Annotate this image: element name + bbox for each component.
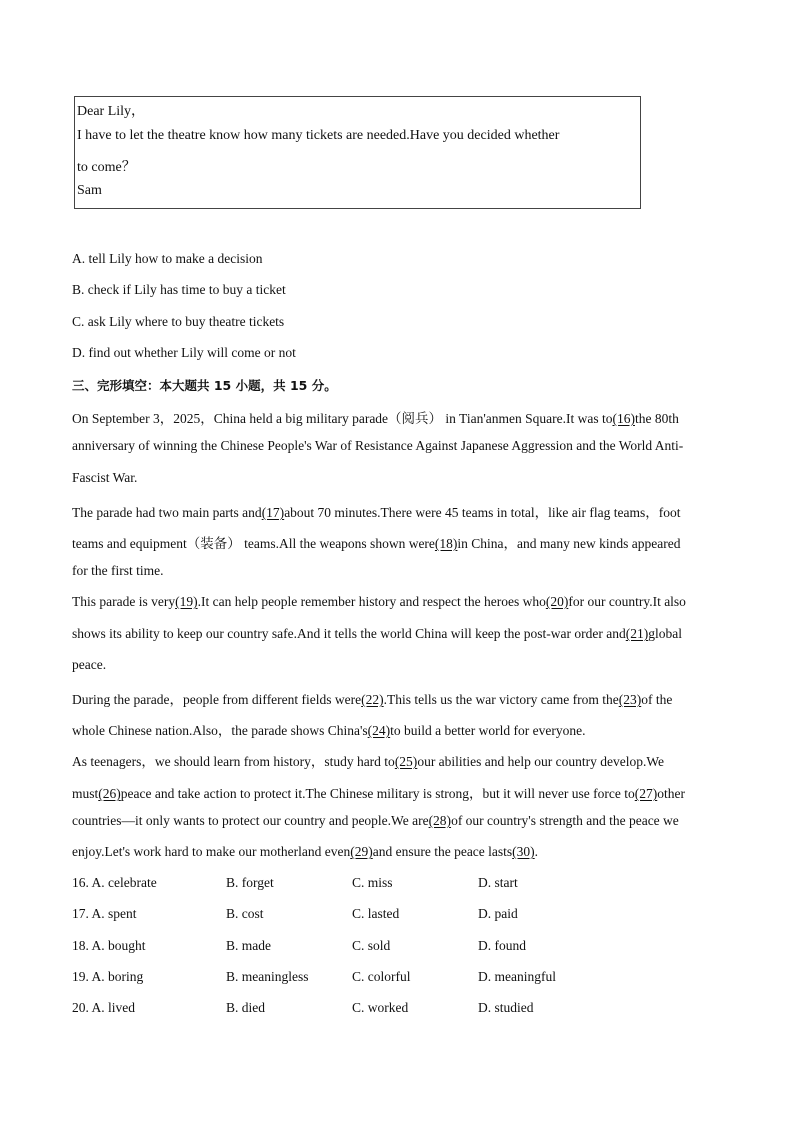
- passage-line: This parade is very(19).It can help people remember history and respect the heroes who(20)for our country.It also: [72, 594, 686, 609]
- passage-line: shows its ability to keep our country safe.And it tells the world China will keep the post-war order and(21)global: [72, 626, 683, 641]
- choice-b: B. made: [226, 938, 271, 953]
- note-salutation: Dear Lily，: [77, 104, 146, 119]
- choice-a: 20. A. lived: [72, 1000, 135, 1015]
- passage-line: countries—it only wants to protect our country and people.We are(28)of our country's strength and the peace we: [72, 813, 679, 828]
- passage-line: peace.: [72, 657, 107, 672]
- option-b: B. check if Lily has time to buy a ticket: [72, 282, 286, 297]
- choice-row: [72, 906, 632, 924]
- blank-20: (20): [545, 594, 569, 609]
- blank-26: (26): [98, 786, 121, 801]
- choice-c: C. miss: [352, 875, 393, 890]
- blank-21: (21): [625, 626, 649, 641]
- blank-23: (23): [618, 692, 642, 707]
- choice-b: B. meaningless: [226, 969, 309, 984]
- passage-line: anniversary of winning the Chinese People's War of Resistance Against Japanese Aggression and the World Anti-: [72, 438, 684, 453]
- choice-row: [72, 875, 632, 893]
- option-a: A. tell Lily how to make a decision: [72, 251, 263, 266]
- choice-a: 19. A. boring: [72, 969, 144, 984]
- choice-c: C. colorful: [352, 969, 411, 984]
- choice-row: [72, 938, 632, 956]
- blank-28: (28): [428, 813, 452, 828]
- blank-24: (24): [367, 723, 391, 738]
- option-c: C. ask Lily where to buy theatre tickets: [72, 314, 285, 329]
- choice-b: B. cost: [226, 906, 264, 921]
- passage-line: for the first time.: [72, 563, 164, 578]
- blank-22: (22): [361, 692, 384, 707]
- passage-line: As teenagers，we should learn from history，study hard to(25)our abilities and help our country develop.We: [72, 754, 665, 769]
- note-box: [74, 96, 641, 209]
- choice-a: 16. A. celebrate: [72, 875, 157, 890]
- choice-c: C. lasted: [352, 906, 400, 921]
- passage-line: Fascist War.: [72, 470, 138, 485]
- blank-16: (16): [612, 411, 635, 426]
- choice-d: D. start: [478, 875, 518, 890]
- blank-18: (18): [434, 536, 458, 551]
- choice-c: C. worked: [352, 1000, 409, 1015]
- choice-b: B. forget: [226, 875, 274, 890]
- note-body-line-2: to come？: [77, 160, 136, 175]
- choice-a: 17. A. spent: [72, 906, 137, 921]
- passage-line: The parade had two main parts and(17)about 70 minutes.There were 45 teams in total，like air flag teams，foot: [72, 505, 681, 520]
- blank-19: (19): [175, 594, 198, 609]
- passage-line: On September 3，2025，China held a big military parade（阅兵） in Tian'anmen Square.It was to(16)the 80th: [72, 411, 679, 426]
- choice-d: D. found: [478, 938, 526, 953]
- passage-line: whole Chinese nation.Also，the parade shows China's(24)to build a better world for everyone.: [72, 723, 586, 738]
- choice-a: 18. A. bought: [72, 938, 146, 953]
- option-d: D. find out whether Lily will come or not: [72, 345, 296, 360]
- choice-row: [72, 1000, 632, 1018]
- passage-line: teams and equipment（装备） teams.All the weapons shown were(18)in China，and many new kinds appeared: [72, 536, 681, 551]
- choice-d: D. paid: [478, 906, 518, 921]
- choice-row: [72, 969, 632, 987]
- blank-29: (29): [350, 844, 373, 859]
- passage-line: enjoy.Let's work hard to make our motherland even(29)and ensure the peace lasts(30).: [72, 844, 539, 859]
- choice-d: D. studied: [478, 1000, 534, 1015]
- blank-25: (25): [394, 754, 418, 769]
- blank-30: (30): [512, 844, 535, 859]
- passage-line: During the parade，people from different fields were(22).This tells us the war victory came from the(23)of the: [72, 692, 673, 707]
- note-signature: Sam: [77, 183, 102, 198]
- section-heading: 三、完形填空：本大题共 15 小题，共 15 分。: [72, 378, 337, 393]
- note-body-line-1: I have to let the theatre know how many tickets are needed.Have you decided whether: [77, 128, 560, 143]
- passage-line: must(26)peace and take action to protect it.The Chinese military is strong，but it will never use force to(27)other: [72, 786, 685, 801]
- blank-27: (27): [634, 786, 658, 801]
- choice-c: C. sold: [352, 938, 391, 953]
- choice-b: B. died: [226, 1000, 265, 1015]
- blank-17: (17): [261, 505, 285, 520]
- choice-d: D. meaningful: [478, 969, 556, 984]
